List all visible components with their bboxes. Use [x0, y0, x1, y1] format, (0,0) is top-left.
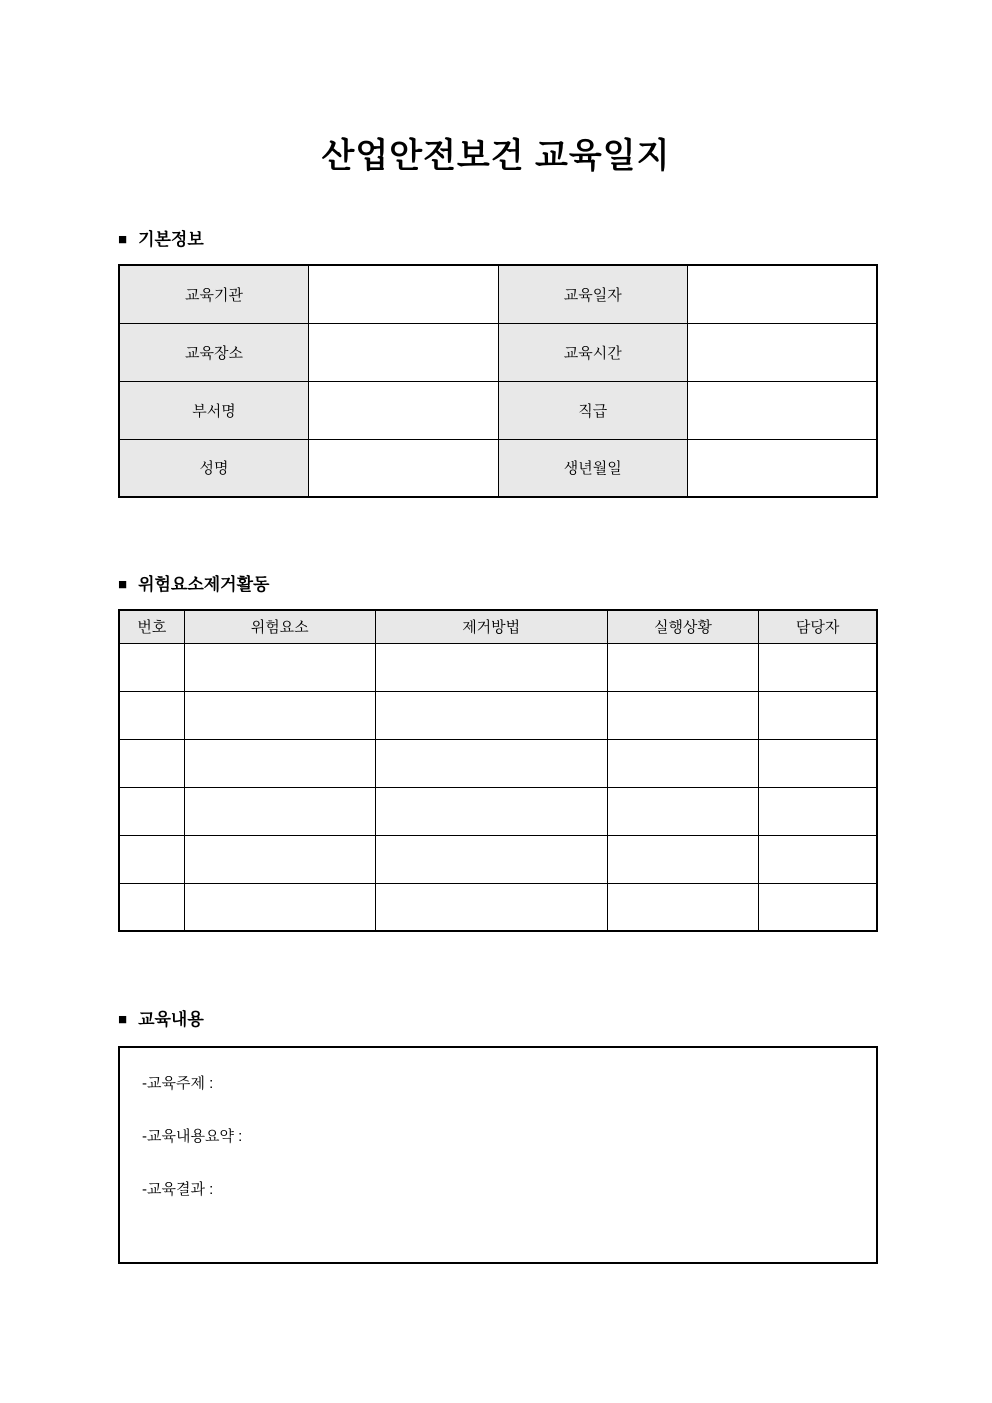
- hazard-cell[interactable]: [759, 883, 877, 931]
- education-summary-prompt: -교육내용요약 :: [142, 1128, 243, 1145]
- basic-info-label: 생년월일: [498, 439, 688, 497]
- square-bullet-icon: ■: [118, 1011, 128, 1028]
- section-heading-basic-info: [118, 229, 878, 251]
- hazard-cell[interactable]: [759, 739, 877, 787]
- hazard-cell[interactable]: [759, 835, 877, 883]
- hazard-cell[interactable]: [759, 787, 877, 835]
- column-header: 번호: [119, 610, 184, 643]
- basic-info-value-cell[interactable]: [309, 323, 499, 381]
- basic-info-value-cell[interactable]: [309, 265, 499, 323]
- basic-info-label: 부서명: [119, 381, 309, 439]
- document-body: [118, 229, 878, 1264]
- square-bullet-icon: ■: [118, 231, 128, 248]
- table-row: [119, 643, 877, 691]
- hazard-cell[interactable]: [607, 691, 759, 739]
- table-row: [119, 439, 877, 497]
- hazard-cell[interactable]: [607, 643, 759, 691]
- column-header: 제거방법: [375, 610, 607, 643]
- table-row: [119, 739, 877, 787]
- section-heading-hazard-removal: [118, 574, 878, 596]
- table-row: [119, 787, 877, 835]
- table-header-row: [119, 610, 877, 643]
- basic-info-label: 교육시간: [498, 323, 688, 381]
- hazard-cell[interactable]: [375, 883, 607, 931]
- hazard-cell[interactable]: [759, 643, 877, 691]
- basic-info-label: 직급: [498, 381, 688, 439]
- basic-info-value-cell[interactable]: [309, 381, 499, 439]
- hazard-cell[interactable]: [184, 739, 375, 787]
- basic-info-label: 성명: [119, 439, 309, 497]
- hazard-cell[interactable]: [184, 883, 375, 931]
- basic-info-label: 교육장소: [119, 323, 309, 381]
- basic-info-value-cell[interactable]: [688, 323, 878, 381]
- basic-info-label: 교육일자: [498, 265, 688, 323]
- education-result-prompt: -교육결과 :: [142, 1181, 214, 1198]
- column-header: 실행상황: [607, 610, 759, 643]
- basic-info-value-cell[interactable]: [688, 381, 878, 439]
- table-row: [119, 691, 877, 739]
- hazard-cell[interactable]: [184, 691, 375, 739]
- hazard-cell[interactable]: [184, 643, 375, 691]
- hazard-cell[interactable]: [119, 643, 184, 691]
- table-row: [119, 835, 877, 883]
- hazard-cell[interactable]: [184, 787, 375, 835]
- hazard-cell[interactable]: [375, 643, 607, 691]
- table-row: [119, 323, 877, 381]
- hazard-cell[interactable]: [119, 787, 184, 835]
- basic-info-value-cell[interactable]: [688, 439, 878, 497]
- hazard-cell[interactable]: [607, 739, 759, 787]
- basic-info-label: 교육기관: [119, 265, 309, 323]
- basic-info-value-cell[interactable]: [688, 265, 878, 323]
- hazard-cell[interactable]: [375, 739, 607, 787]
- section-heading-label: 기본정보: [138, 230, 204, 249]
- hazard-cell[interactable]: [119, 883, 184, 931]
- hazard-cell[interactable]: [607, 787, 759, 835]
- table-row: [119, 265, 877, 323]
- page-title: 산업안전보건 교육일지: [321, 137, 671, 175]
- column-header: 담당자: [759, 610, 877, 643]
- hazard-cell[interactable]: [119, 835, 184, 883]
- section-heading-label: 위험요소제거활동: [138, 575, 270, 594]
- hazard-cell[interactable]: [759, 691, 877, 739]
- square-bullet-icon: ■: [118, 576, 128, 593]
- hazard-cell[interactable]: [375, 787, 607, 835]
- basic-info-table: [118, 264, 878, 498]
- section-heading-label: 교육내용: [138, 1010, 204, 1029]
- hazard-cell[interactable]: [119, 739, 184, 787]
- basic-info-value-cell[interactable]: [309, 439, 499, 497]
- hazard-cell[interactable]: [607, 883, 759, 931]
- column-header: 위험요소: [184, 610, 375, 643]
- education-topic-prompt: -교육주제 :: [142, 1075, 214, 1092]
- hazard-cell[interactable]: [375, 835, 607, 883]
- hazard-cell[interactable]: [607, 835, 759, 883]
- table-row: [119, 883, 877, 931]
- hazard-cell[interactable]: [375, 691, 607, 739]
- education-content-box[interactable]: [118, 1046, 878, 1264]
- table-row: [119, 381, 877, 439]
- hazard-removal-table: [118, 609, 878, 932]
- hazard-cell[interactable]: [184, 835, 375, 883]
- hazard-cell[interactable]: [119, 691, 184, 739]
- section-heading-education-content: [118, 1009, 878, 1031]
